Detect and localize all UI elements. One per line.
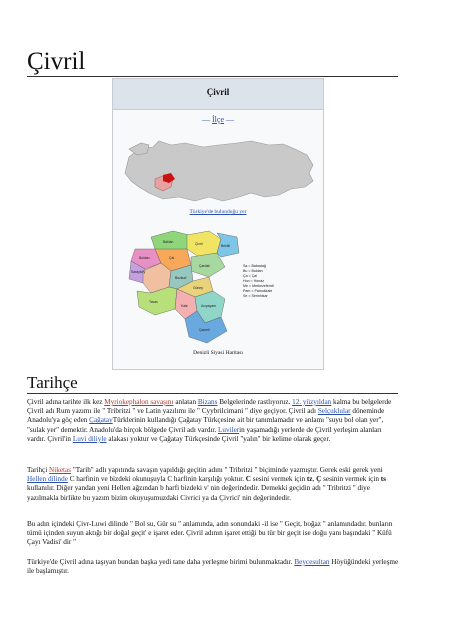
label-guney: Güney	[193, 286, 203, 290]
beycesultan-link[interactable]: Beycesultan	[294, 558, 330, 566]
p4-text-2: Höyüğündeki yerleşme ile başlamıştır.	[27, 558, 399, 576]
ilce-link[interactable]: İlçe	[212, 115, 224, 124]
selcuklular-link[interactable]: Selçuklular	[317, 407, 351, 416]
infobox	[112, 78, 324, 370]
p2-text-5: ,	[312, 475, 317, 484]
p1-text-3: Belgelerinde rastlıyoruz.	[217, 398, 293, 406]
paragraph-1	[27, 398, 401, 444]
legend-line-2: Bu = Buldan	[243, 269, 263, 273]
thrace-outline	[129, 143, 149, 155]
p1-text-4: kalma bu belgelerde Çivril adı Rum yazımı ile " Tribritzi " ve Latin yazılımı ile " Cyybrilcimani " diye geçiyor. Çivril adı	[27, 398, 392, 416]
bold-c-cedilla: Ç	[316, 475, 322, 484]
niketas-link[interactable]: Niketas	[49, 466, 72, 474]
label-civril: Çivril	[195, 242, 203, 246]
luvi-dili-link[interactable]: Luvi diliyle	[72, 434, 107, 443]
label-cal: Çal	[169, 256, 175, 260]
bold-tz: tz	[306, 475, 313, 484]
p1-text-8: alakası yoktur ve Çağatay Türkçesinde Çivril "yalın" bir kelime olarak geçer.	[106, 434, 331, 443]
p2-text-3: C harfinin ve bizdeki okunuşuyla C harfinin karşılığı yoktur.	[67, 475, 246, 484]
hellen-dili-link[interactable]: Hellen dilinde	[27, 475, 68, 484]
turkey-locator-map[interactable]	[119, 135, 317, 207]
label-cardak: Çardak	[199, 264, 210, 268]
label-saraykoy: Sarayköy	[131, 270, 146, 274]
p2-text-4: sesini vermek için	[251, 475, 307, 484]
infobox-subtitle	[113, 115, 323, 124]
p1-text-2: anlatan	[173, 398, 198, 406]
denizli-district-map[interactable]	[121, 227, 317, 347]
p4-text-1: Türkiye'de Çivril adına taşıyan bundan başka yedi tane daha yerleşme birimi bulunmaktadır.	[27, 558, 295, 566]
p1-text-6: Türklerinin kullandığı Çağatay Türkçesine ait bir tanımlamadır ve anlamı "suyu bol olan yer", "sulak yer" demektir. Anadolu'da birçok bölgede Çivril adı vardır.	[27, 416, 384, 434]
p2-text-1: Tarihçi	[27, 466, 50, 474]
p2-text-6: sesinin vermek için	[321, 475, 381, 484]
p2-text-7: kullanılır. Diğer yandan yeni Hellen ağzından b harfi bizdeki v' nin değerindedir. Demekki geçidin adı " Tribritzi " diye yazılmakla birlikte bu yazım bizim okuyuşumuzdaki Civrici ya da Çivrici' nin değerindedir.	[27, 484, 370, 502]
label-kale: Kale	[181, 304, 188, 308]
label-tavas: Tavas	[149, 300, 158, 304]
legend-line-1: Sa = Babadağ	[243, 264, 266, 268]
legend-line-5: Me = Merkezefendi	[243, 284, 274, 288]
label-acipayam: Acıpayam	[201, 304, 217, 308]
p2-text-2: "Tarih" adlı yapıtında savaşın yapıldığı geçitin adını " Tribritzi " biçiminde yazmıştır. Gerek eski gerek yeni	[71, 466, 383, 474]
label-buldan: Buldan	[139, 256, 150, 260]
label-bekilli: Bekilli	[221, 244, 230, 248]
paragraph-4	[27, 558, 401, 576]
p1-text-7: in yaşamadığı yerlerde de Çivril yerleşim alanları vardır. Çivril'in	[27, 425, 382, 443]
legend-line-7: Se = Serinhisar	[243, 294, 268, 298]
subtitle-prefix: —	[202, 115, 212, 124]
legend-line-4: Hon = Honaz	[243, 279, 265, 283]
p1-text-5: döneminde Anadolu'ya göç eden	[27, 407, 385, 425]
p1-text-1: Çivril adına tarihte ilk kez	[27, 398, 105, 406]
legend-line-6: Pam = Pamukkale	[243, 289, 273, 293]
label-bozkurt: Bozkurt	[175, 276, 187, 280]
infobox-header	[113, 79, 323, 110]
bold-c: C	[245, 475, 251, 484]
paragraph-2	[27, 466, 401, 503]
section-title-tarihce: Tarihçe	[27, 374, 398, 394]
bizans-link[interactable]: Bizans	[197, 398, 218, 406]
paragraph-3: Bu adın içindeki Çivr-Luwi dilinde " Bol su, Gür su " anlamında, adın sonundaki -il ise " Geçit, boğaz " anlamındadır. bunların tümü içinden suyun aktığı bir doğal geçit' e işaret eder. Çivril adının işaret ettiği bu tür bir geçit ise doğu yanı başındaki " Küfü Çayı Vadisi' dir "	[27, 520, 393, 547]
label-cameli: Çameli	[199, 328, 210, 332]
district-map-caption: Denizli Siyasi Haritası	[193, 350, 243, 356]
locator-map-caption[interactable]: Türkiye'de bulunduğu yer	[189, 209, 247, 215]
myriokephalon-link[interactable]: Myriokephalon savaşını	[104, 398, 174, 406]
subtitle-suffix: —	[224, 115, 234, 124]
12-yuzyil-link[interactable]: 12. yüzyıldan	[292, 398, 332, 406]
turkey-outline	[125, 141, 313, 201]
infobox-name: Çivril	[206, 87, 230, 97]
legend-line-3: Ça = Çal	[243, 274, 258, 278]
bold-ts: ts	[380, 475, 386, 484]
luviler-link[interactable]: Luviler	[218, 425, 240, 434]
cagatay-link[interactable]: Çağatay	[89, 416, 113, 425]
label-baklan: Baklan	[163, 240, 174, 244]
page-title: Çivril	[27, 49, 398, 77]
